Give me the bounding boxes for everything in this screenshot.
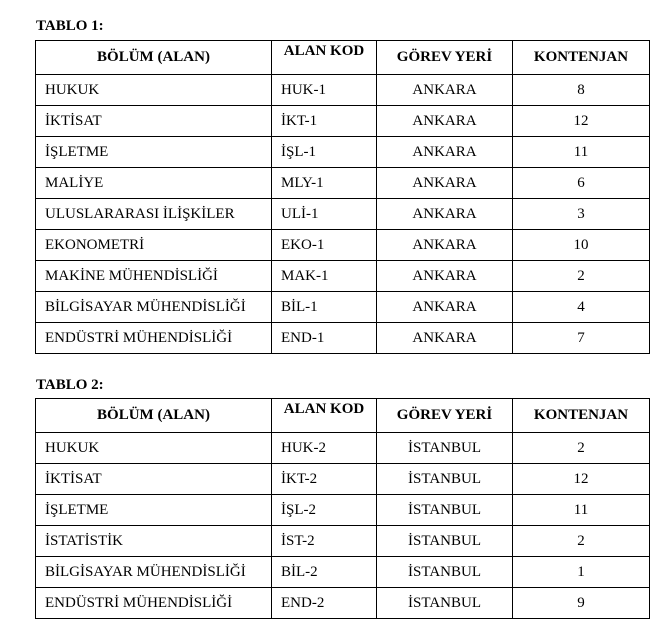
- table-row: [36, 137, 650, 168]
- table-row: [36, 261, 650, 292]
- cell-bolum: BİLGİSAYAR MÜHENDİSLİĞİ: [36, 557, 272, 588]
- column-header-kontenjan: KONTENJAN: [513, 399, 650, 433]
- table-row: [36, 199, 650, 230]
- cell-alan-kod: EKO-1: [272, 230, 377, 261]
- table-1: [35, 40, 650, 354]
- cell-bolum: HUKUK: [36, 75, 272, 106]
- cell-kontenjan: 8: [513, 75, 650, 106]
- cell-alan-kod: MAK-1: [272, 261, 377, 292]
- cell-alan-kod: BİL-2: [272, 557, 377, 588]
- table-row: [36, 168, 650, 199]
- cell-kontenjan: 12: [513, 106, 650, 137]
- cell-kontenjan: 12: [513, 464, 650, 495]
- cell-alan-kod: MLY-1: [272, 168, 377, 199]
- cell-gorev-yeri: ANKARA: [377, 230, 513, 261]
- cell-bolum: BİLGİSAYAR MÜHENDİSLİĞİ: [36, 292, 272, 323]
- table-row: [36, 588, 650, 619]
- table-header-row: [36, 399, 650, 433]
- column-header-bolum: BÖLÜM (ALAN): [36, 41, 272, 75]
- cell-kontenjan: 9: [513, 588, 650, 619]
- cell-gorev-yeri: İSTANBUL: [377, 495, 513, 526]
- cell-kontenjan: 6: [513, 168, 650, 199]
- cell-kontenjan: 2: [513, 261, 650, 292]
- column-header-gorev-yeri: GÖREV YERİ: [377, 399, 513, 433]
- cell-gorev-yeri: ANKARA: [377, 75, 513, 106]
- cell-kontenjan: 11: [513, 495, 650, 526]
- cell-alan-kod: İST-2: [272, 526, 377, 557]
- column-header-alan-kod: ALAN KOD: [272, 399, 377, 433]
- cell-kontenjan: 11: [513, 137, 650, 168]
- column-header-gorev-yeri: GÖREV YERİ: [377, 41, 513, 75]
- table-1-caption: TABLO 1:: [36, 18, 104, 34]
- table-row: [36, 75, 650, 106]
- cell-alan-kod: İŞL-2: [272, 495, 377, 526]
- cell-gorev-yeri: ANKARA: [377, 106, 513, 137]
- table-2-caption: TABLO 2:: [36, 377, 104, 393]
- table-row: [36, 323, 650, 354]
- cell-bolum: ENDÜSTRİ MÜHENDİSLİĞİ: [36, 588, 272, 619]
- cell-bolum: İKTİSAT: [36, 106, 272, 137]
- cell-bolum: MALİYE: [36, 168, 272, 199]
- cell-alan-kod: HUK-1: [272, 75, 377, 106]
- cell-gorev-yeri: İSTANBUL: [377, 464, 513, 495]
- cell-kontenjan: 1: [513, 557, 650, 588]
- table-row: [36, 526, 650, 557]
- cell-gorev-yeri: ANKARA: [377, 292, 513, 323]
- table-row: [36, 495, 650, 526]
- cell-bolum: HUKUK: [36, 433, 272, 464]
- cell-bolum: ENDÜSTRİ MÜHENDİSLİĞİ: [36, 323, 272, 354]
- cell-gorev-yeri: ANKARA: [377, 137, 513, 168]
- cell-gorev-yeri: İSTANBUL: [377, 526, 513, 557]
- cell-kontenjan: 4: [513, 292, 650, 323]
- cell-bolum: İŞLETME: [36, 137, 272, 168]
- column-header-bolum: BÖLÜM (ALAN): [36, 399, 272, 433]
- cell-alan-kod: ULİ-1: [272, 199, 377, 230]
- cell-kontenjan: 7: [513, 323, 650, 354]
- cell-gorev-yeri: ANKARA: [377, 323, 513, 354]
- cell-gorev-yeri: İSTANBUL: [377, 557, 513, 588]
- cell-gorev-yeri: İSTANBUL: [377, 433, 513, 464]
- table-row: [36, 230, 650, 261]
- cell-alan-kod: END-2: [272, 588, 377, 619]
- cell-alan-kod: İŞL-1: [272, 137, 377, 168]
- table-row: [36, 557, 650, 588]
- table-header-row: [36, 41, 650, 75]
- cell-bolum: İKTİSAT: [36, 464, 272, 495]
- cell-alan-kod: HUK-2: [272, 433, 377, 464]
- cell-bolum: İSTATİSTİK: [36, 526, 272, 557]
- cell-kontenjan: 3: [513, 199, 650, 230]
- cell-gorev-yeri: ANKARA: [377, 261, 513, 292]
- cell-bolum: MAKİNE MÜHENDİSLİĞİ: [36, 261, 272, 292]
- cell-bolum: EKONOMETRİ: [36, 230, 272, 261]
- cell-gorev-yeri: ANKARA: [377, 199, 513, 230]
- cell-bolum: İŞLETME: [36, 495, 272, 526]
- cell-alan-kod: İKT-2: [272, 464, 377, 495]
- cell-gorev-yeri: İSTANBUL: [377, 588, 513, 619]
- cell-kontenjan: 2: [513, 433, 650, 464]
- cell-alan-kod: İKT-1: [272, 106, 377, 137]
- table-row: [36, 433, 650, 464]
- table-row: [36, 106, 650, 137]
- table-row: [36, 292, 650, 323]
- cell-alan-kod: BİL-1: [272, 292, 377, 323]
- cell-alan-kod: END-1: [272, 323, 377, 354]
- cell-gorev-yeri: ANKARA: [377, 168, 513, 199]
- table-2: [35, 398, 650, 619]
- column-header-alan-kod: ALAN KOD: [272, 41, 377, 75]
- cell-bolum: ULUSLARARASI İLİŞKİLER: [36, 199, 272, 230]
- cell-kontenjan: 10: [513, 230, 650, 261]
- cell-kontenjan: 2: [513, 526, 650, 557]
- table-row: [36, 464, 650, 495]
- column-header-kontenjan: KONTENJAN: [513, 41, 650, 75]
